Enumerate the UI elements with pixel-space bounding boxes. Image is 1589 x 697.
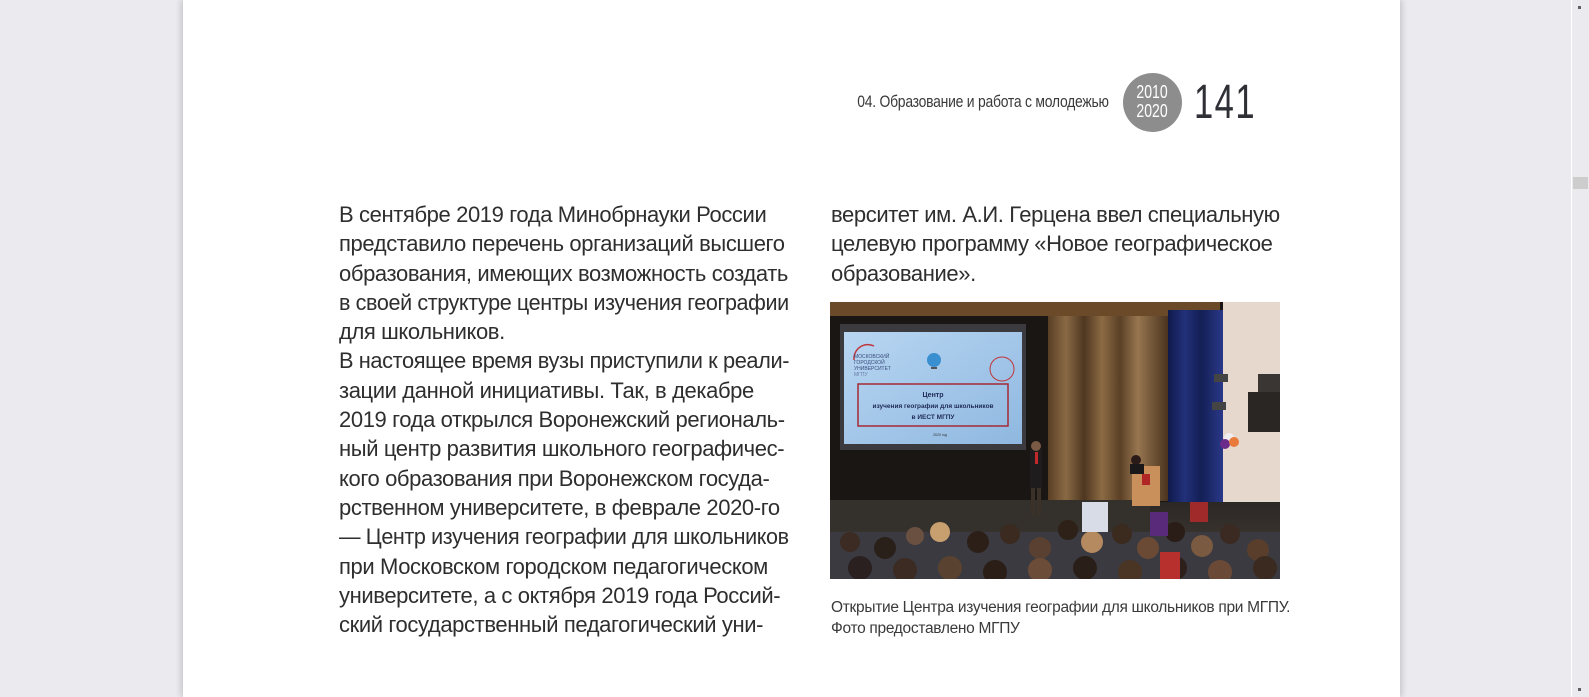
text-line: образования, имеющих возможность создать: [339, 260, 788, 286]
text-line: ский государственный педагогический уни-: [339, 612, 764, 638]
section-title: 04. Образование и работа с молодежью: [857, 92, 1109, 111]
text-line: ный центр развития школьного географичес-: [339, 436, 785, 462]
left-text-column: [339, 200, 799, 639]
text-line: целевую программу «Новое географическое: [831, 231, 1273, 257]
text-line: при Московском городском педагогическом: [339, 553, 768, 579]
caption-line: Фото предоставлено МГПУ: [831, 620, 1020, 637]
text-line: 2019 года открылся Воронежский региональ-: [339, 407, 785, 433]
svg-text:в ИЕСТ МГПУ: в ИЕСТ МГПУ: [911, 414, 955, 421]
text-line: для школьников.: [339, 319, 505, 345]
running-head: [802, 72, 1280, 132]
svg-text:изучения географии для школьни: изучения географии для школьников: [872, 403, 994, 410]
event-photo: [830, 302, 1280, 579]
text-line: В настоящее время вузы приступили к реали-: [339, 348, 790, 374]
text-line: университете, а с октября 2019 года Россий-: [339, 582, 781, 608]
text-line: — Центр изучения географии для школьников: [339, 524, 789, 550]
svg-text:МОСКОВСКИЙ: МОСКОВСКИЙ: [854, 354, 890, 360]
scroll-thumb[interactable]: [1573, 177, 1588, 189]
text-line: зации данной инициативы. Так, в декабре: [339, 377, 754, 403]
page-number: 141: [1193, 75, 1256, 129]
year-badge: [1123, 73, 1182, 132]
text-line: кого образования при Воронежском госуда-: [339, 465, 770, 491]
svg-text:2020 год: 2020 год: [933, 433, 947, 437]
svg-text:УНИВЕРСИТЕТ: УНИВЕРСИТЕТ: [854, 366, 891, 372]
text-line: в своей структуре центры изучения географии: [339, 289, 789, 315]
scroll-up-arrow-icon[interactable]: [1578, 6, 1581, 9]
text-line: образование».: [831, 260, 976, 286]
document-page: [183, 0, 1400, 697]
year-badge-end: 2020: [1136, 101, 1169, 121]
vertical-scrollbar[interactable]: [1571, 0, 1589, 697]
text-line: верситет им. А.И. Герцена ввел специальную: [831, 202, 1280, 227]
photo-caption: [831, 597, 1301, 639]
year-badge-start: 2010: [1136, 82, 1169, 102]
text-line: представило перечень организаций высшего: [339, 231, 785, 257]
svg-text:МГПУ: МГПУ: [854, 372, 868, 378]
svg-text:ГОРОДСКОЙ: ГОРОДСКОЙ: [854, 360, 885, 366]
caption-line: Открытие Центра изучения географии для школьников при МГПУ.: [831, 599, 1291, 616]
text-line: рственном университете, в феврале 2020-го: [339, 494, 780, 520]
text-line: В сентябре 2019 года Минобрнауки России: [339, 202, 767, 227]
right-text-column: [831, 200, 1291, 288]
svg-text:Центр: Центр: [922, 392, 944, 399]
scroll-down-arrow-icon[interactable]: [1578, 688, 1581, 691]
